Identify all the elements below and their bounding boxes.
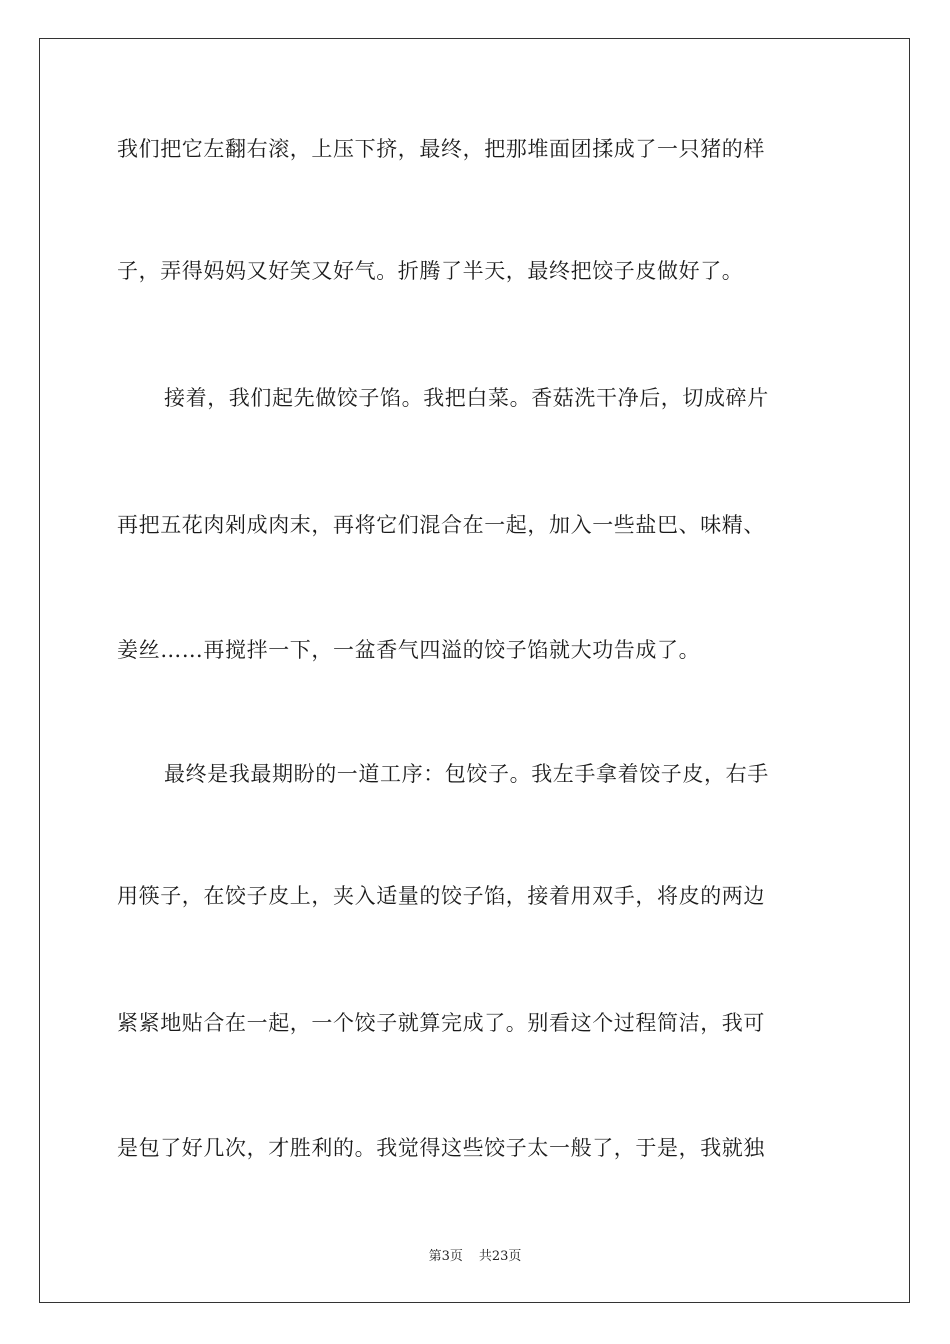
text-line-4: 再把五花肉剁成肉末，再将它们混合在一起，加入一些盐巴、味精、 xyxy=(117,513,765,537)
text-line-5: 姜丝……再搅拌一下，一盆香气四溢的饺子馅就大功告成了。 xyxy=(117,638,701,662)
text-line-7: 用筷子，在饺子皮上，夹入适量的饺子馅，接着用双手，将皮的两边 xyxy=(117,884,765,908)
page-number: 第3页 xyxy=(428,1249,463,1264)
text-line-2: 子，弄得妈妈又好笑又好气。折腾了半天，最终把饺子皮做好了。 xyxy=(117,259,744,283)
page-total: 共23页 xyxy=(478,1249,522,1264)
text-line-6: 最终是我最期盼的一道工序：包饺子。我左手拿着饺子皮，右手 xyxy=(164,762,769,786)
page-border xyxy=(39,38,910,1303)
page-footer xyxy=(0,1248,950,1266)
text-line-1: 我们把它左翻右滚，上压下挤，最终，把那堆面团揉成了一只猪的样 xyxy=(117,137,765,161)
text-line-3: 接着，我们起先做饺子馅。我把白菜。香菇洗干净后，切成碎片 xyxy=(164,386,769,410)
text-line-8: 紧紧地贴合在一起，一个饺子就算完成了。别看这个过程简洁，我可 xyxy=(117,1011,765,1035)
text-line-9: 是包了好几次，才胜利的。我觉得这些饺子太一般了，于是，我就独 xyxy=(117,1136,765,1160)
